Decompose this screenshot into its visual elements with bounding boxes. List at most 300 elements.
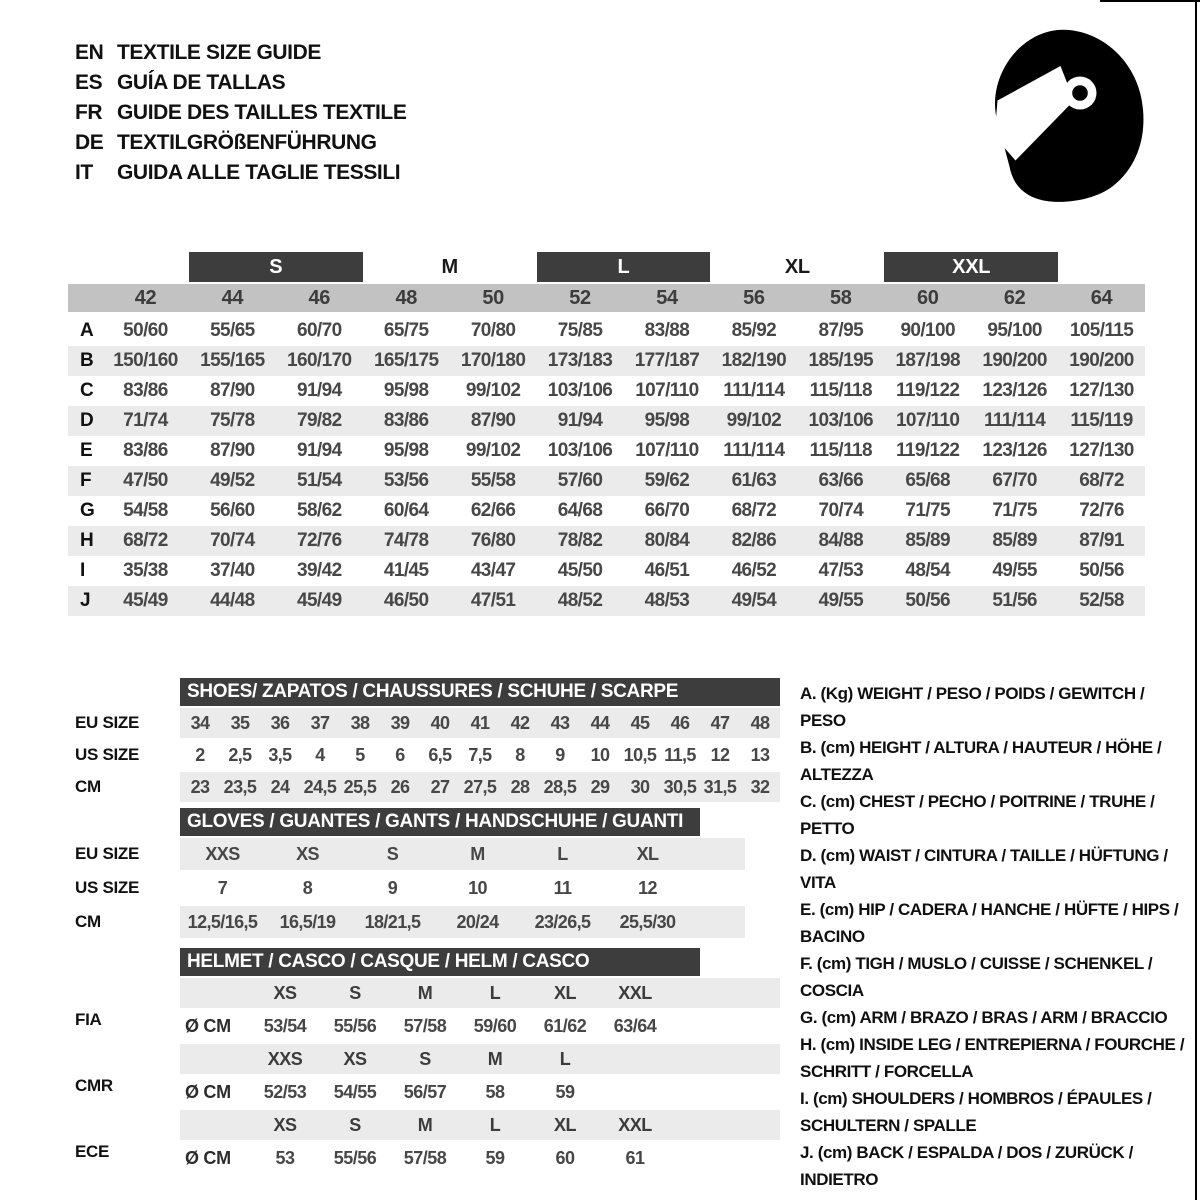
- helmet-size-cell: S: [349, 1115, 361, 1135]
- value-cell: 24: [270, 777, 290, 797]
- language-code: ES: [75, 71, 103, 94]
- value-cell: 38: [350, 713, 370, 733]
- size-cell: 37/40: [210, 560, 255, 581]
- value-cell: XXS: [205, 844, 240, 864]
- size-cell: 103/106: [547, 380, 613, 401]
- helmet-values: [180, 1010, 780, 1042]
- size-cell: 103/106: [547, 440, 613, 461]
- size-cell: 66/70: [644, 500, 690, 521]
- helmet-value-cell: 53: [275, 1148, 295, 1168]
- helmet-value-cell: 52/53: [263, 1082, 307, 1102]
- helmet-size-cell: XL: [553, 1115, 576, 1135]
- row-letter: B: [80, 350, 94, 371]
- size-cell: 111/114: [723, 440, 785, 461]
- value-cell: 27: [430, 777, 450, 797]
- size-cell: 70/74: [818, 500, 864, 521]
- size-cell: 111/114: [983, 410, 1046, 431]
- size-cell: 182/190: [721, 350, 787, 371]
- size-cell: 52/58: [1079, 590, 1124, 611]
- size-cell: 61/63: [731, 470, 777, 491]
- helmet-value-cell: 61/62: [543, 1016, 587, 1036]
- size-cell: 95/98: [383, 380, 429, 401]
- standard-label: ECE: [75, 1142, 110, 1161]
- helmet-size-cell: XXL: [618, 983, 652, 1003]
- size-cell: 45/50: [557, 560, 603, 581]
- helmet-value-cell: 59: [485, 1148, 505, 1168]
- helmet-value-cell: 58: [485, 1082, 505, 1102]
- helmet-size-cell: M: [417, 1115, 433, 1135]
- size-cell: 65/68: [905, 470, 950, 491]
- size-group-s: S: [189, 252, 363, 282]
- size-cell: 75/85: [557, 320, 603, 341]
- helmet-value-row: [75, 1076, 780, 1108]
- value-cell: 2,5: [228, 745, 252, 765]
- standard-label: FIA: [75, 1010, 102, 1029]
- size-cell: 67/70: [992, 470, 1037, 491]
- size-cell: 71/75: [905, 500, 950, 521]
- size-cell: 82/86: [731, 530, 777, 551]
- language-title: GUIDE DES TAILLES TEXTILE: [117, 101, 407, 124]
- gloves-values: [180, 906, 745, 938]
- size-cell: 83/86: [123, 440, 168, 461]
- size-cell: 90/100: [900, 320, 955, 341]
- measure-row-b: [68, 346, 1145, 376]
- value-cell: 48: [750, 713, 770, 733]
- size-cell: 119/122: [895, 380, 960, 401]
- helmet-size-cell: S: [419, 1049, 431, 1069]
- size-cell: 87/90: [210, 380, 255, 401]
- size-cell: 68/72: [1079, 470, 1124, 491]
- gloves-values: [180, 872, 745, 904]
- size-group-xxl: XXL: [884, 252, 1058, 282]
- value-cell: 8: [302, 878, 313, 898]
- legend-item: B. (cm) HEIGHT / ALTURA / HAUTEUR / HÖHE / ALTEZZA: [800, 738, 1162, 784]
- unit-label: Ø CM: [185, 1082, 231, 1102]
- size-cell: 46/52: [731, 560, 777, 581]
- size-cell: 107/110: [635, 380, 699, 401]
- size-cell: 85/89: [992, 530, 1037, 551]
- value-cell: 25,5/30: [619, 912, 676, 932]
- language-row: [75, 158, 406, 188]
- size-cell: 48/54: [905, 560, 950, 581]
- size-column-header: 64: [1090, 287, 1113, 309]
- size-cell: 39/42: [297, 560, 342, 581]
- value-cell: 27,5: [463, 777, 497, 797]
- helmet-value-cell: 60: [555, 1148, 575, 1168]
- measure-row-h: [68, 526, 1145, 556]
- language-code: EN: [75, 41, 104, 64]
- size-cell: 46/50: [383, 590, 429, 611]
- value-cell: 30,5: [663, 777, 697, 797]
- helmet-value-cell: 54/55: [333, 1082, 377, 1102]
- size-cell: 48/53: [644, 590, 690, 611]
- shoes-values: [180, 708, 780, 738]
- value-cell: 32: [750, 777, 770, 797]
- size-cell: 59/62: [644, 470, 690, 491]
- size-cell: 49/55: [818, 590, 864, 611]
- size-column-header: 48: [395, 287, 417, 309]
- value-cell: 39: [390, 713, 410, 733]
- legend-item: C. (cm) CHEST / PECHO / POITRINE / TRUHE / PETTO: [800, 792, 1155, 838]
- measure-row-e: [68, 436, 1145, 466]
- legend-item: E. (cm) HIP / CADERA / HANCHE / HÜFTE / HIPS / BACINO: [800, 900, 1179, 946]
- helmet-value-cell: 59: [555, 1082, 575, 1102]
- size-cell: 49/55: [992, 560, 1037, 581]
- helmet-value-cell: 55/56: [333, 1016, 377, 1036]
- value-cell: 42: [510, 713, 530, 733]
- size-cell: 150/160: [113, 350, 178, 371]
- size-cell: 58/62: [297, 500, 342, 521]
- legend-item: I. (cm) SHOULDERS / HOMBROS / ÉPAULES / SCHULTERN / SPALLE: [800, 1089, 1152, 1135]
- frame-line-top: [1100, 0, 1200, 2]
- value-cell: 23,5: [223, 777, 257, 797]
- value-cell: 41: [470, 713, 490, 733]
- racing-helmet-icon-svg: [975, 22, 1155, 212]
- value-cell: 25,5: [343, 777, 377, 797]
- row-label: EU SIZE: [75, 713, 140, 732]
- gloves-table-rows: [75, 838, 745, 938]
- size-cell: 49/54: [731, 590, 777, 611]
- size-cell: 173/183: [547, 350, 613, 371]
- value-cell: 13: [750, 745, 770, 765]
- value-cell: 10: [590, 745, 610, 765]
- helmet-value-cell: 59/60: [473, 1016, 517, 1036]
- row-letter: D: [80, 410, 94, 431]
- helmet-size-cell: M: [417, 983, 433, 1003]
- row-letter: H: [80, 530, 94, 551]
- size-column-header: 46: [308, 287, 330, 309]
- size-cell: 54/58: [123, 500, 168, 521]
- legend-item: A. (Kg) WEIGHT / PESO / POIDS / GEWITCH / PESO: [800, 684, 1145, 730]
- size-cell: 79/82: [297, 410, 342, 431]
- shoes-row: [75, 740, 780, 770]
- helmet-size-cell: XS: [273, 983, 297, 1003]
- size-group-bar-row: [68, 252, 1145, 282]
- size-cell: 115/119: [1070, 410, 1133, 431]
- size-cell: 46/51: [644, 560, 690, 581]
- size-cell: 45/49: [297, 590, 342, 611]
- language-row: [75, 38, 406, 68]
- value-cell: 44: [590, 713, 610, 733]
- size-cell: 155/165: [200, 350, 265, 371]
- helmet-size-header-row: [75, 978, 780, 1008]
- helmet-size-header-row: [75, 1110, 780, 1140]
- value-cell: 5: [355, 745, 365, 765]
- size-cell: 87/91: [1079, 530, 1124, 551]
- main-size-table: [68, 252, 1145, 616]
- size-cell: 41/45: [383, 560, 429, 581]
- gloves-values: [180, 838, 745, 870]
- helmet-table-rows: [75, 978, 780, 1174]
- helmet-size-header-row: [75, 1044, 780, 1074]
- size-cell: 83/86: [383, 410, 429, 431]
- language-title: GUÍA DE TALLAS: [117, 71, 286, 94]
- size-cell: 107/110: [895, 410, 960, 431]
- legend-item: D. (cm) WAIST / CINTURA / TAILLE / HÜFTUNG / VITA: [800, 846, 1168, 892]
- size-cell: 47/50: [123, 470, 168, 491]
- helmet-table-title: HELMET / CASCO / CASQUE / HELM / CASCO: [180, 948, 700, 976]
- size-cell: 177/187: [634, 350, 700, 371]
- value-cell: S: [386, 844, 399, 864]
- row-label: US SIZE: [75, 745, 140, 764]
- value-cell: 29: [590, 777, 610, 797]
- measure-row-d: [68, 406, 1145, 436]
- size-cell: 72/76: [1079, 500, 1124, 521]
- size-cell: 190/200: [1069, 350, 1134, 371]
- size-cell: 64/68: [557, 500, 603, 521]
- size-cell: 105/115: [1069, 320, 1134, 341]
- measure-row-g: [68, 496, 1145, 526]
- row-letter: F: [80, 470, 92, 491]
- size-cell: 187/198: [895, 350, 960, 371]
- value-cell: 2: [195, 745, 205, 765]
- helmet-size-headers: [180, 1044, 780, 1074]
- helmet-size-cell: L: [489, 983, 501, 1003]
- size-cell: 115/118: [809, 380, 872, 401]
- value-cell: 8: [515, 745, 525, 765]
- size-cell: 51/56: [992, 590, 1037, 611]
- row-label: US SIZE: [75, 878, 140, 897]
- size-cell: 47/53: [818, 560, 864, 581]
- size-cell: 99/102: [465, 380, 521, 401]
- size-column-header: 62: [1003, 287, 1026, 309]
- gloves-table-title: GLOVES / GUANTES / GANTS / HANDSCHUHE / GUANTI: [180, 808, 700, 836]
- measure-row-j: [68, 586, 1145, 616]
- helmet-value-cell: 56/57: [403, 1082, 447, 1102]
- size-cell: 190/200: [982, 350, 1047, 371]
- value-cell: 37: [310, 713, 330, 733]
- value-cell: 20/24: [456, 912, 499, 932]
- size-cell: 56/60: [210, 500, 255, 521]
- racing-helmet-icon: [975, 22, 1155, 212]
- value-cell: 12,5/16,5: [187, 912, 258, 932]
- helmet-size-cell: XS: [273, 1115, 297, 1135]
- unit-spacer: [180, 1044, 250, 1074]
- value-cell: M: [470, 844, 485, 864]
- row-letter: E: [80, 440, 93, 461]
- size-cell: 78/82: [557, 530, 603, 551]
- value-cell: 30: [630, 777, 650, 797]
- value-cell: XS: [296, 844, 319, 864]
- unit-label: Ø CM: [185, 1016, 231, 1036]
- unit-spacer: [180, 978, 250, 1008]
- row-letter: I: [80, 560, 86, 581]
- size-cell: 87/95: [818, 320, 864, 341]
- helmet-size-cell: L: [489, 1115, 501, 1135]
- size-cell: 95/98: [383, 440, 429, 461]
- helmet-value-cell: 61: [625, 1148, 645, 1168]
- helmet-table: [75, 948, 780, 1174]
- size-column-header: 54: [656, 287, 678, 309]
- size-cell: 83/86: [123, 380, 168, 401]
- size-cell: 123/126: [982, 380, 1047, 401]
- legend-item: J. (cm) BACK / ESPALDA / DOS / ZURÜCK / INDIETRO: [800, 1143, 1133, 1189]
- size-cell: 50/56: [1079, 560, 1124, 581]
- row-letter: G: [80, 500, 95, 521]
- language-title: TEXTILE SIZE GUIDE: [117, 41, 321, 64]
- row-letter: A: [80, 320, 94, 341]
- size-column-header: 50: [482, 287, 504, 309]
- shoes-values: [180, 740, 780, 770]
- shoes-table-rows: [75, 708, 780, 802]
- size-cell: 95/98: [644, 410, 690, 431]
- size-cell: 50/56: [905, 590, 950, 611]
- legend-item: H. (cm) INSIDE LEG / ENTREPIERNA / FOURCHE / SCHRITT / FORCELLA: [800, 1035, 1185, 1081]
- helmet-value-cell: 55/56: [333, 1148, 377, 1168]
- size-cell: 91/94: [557, 410, 603, 431]
- size-cell: 95/100: [987, 320, 1042, 341]
- language-code: DE: [75, 131, 104, 154]
- size-cell: 91/94: [297, 380, 342, 401]
- size-cell: 53/56: [383, 470, 429, 491]
- helmet-value-cell: 53/54: [263, 1016, 307, 1036]
- helmet-size-headers: [180, 978, 780, 1008]
- helmet-values: [180, 1142, 780, 1174]
- language-title: GUIDA ALLE TAGLIE TESSILI: [117, 161, 401, 184]
- unit-spacer: [180, 1110, 250, 1140]
- value-cell: 46: [670, 713, 690, 733]
- value-cell: 28,5: [543, 777, 577, 797]
- size-cell: 123/126: [982, 440, 1047, 461]
- value-cell: 34: [190, 713, 210, 733]
- gloves-table: [75, 808, 745, 938]
- helmet-value-cell: 63/64: [613, 1016, 657, 1036]
- size-cell: 165/175: [373, 350, 439, 371]
- size-cell: 68/72: [731, 500, 777, 521]
- measure-row-i: [68, 556, 1145, 586]
- row-label-spacer: [75, 1110, 180, 1140]
- helmet-size-cell: L: [559, 1049, 571, 1069]
- size-group-xl: XL: [784, 256, 810, 278]
- size-cell: 70/74: [210, 530, 255, 551]
- size-cell: 47/51: [470, 590, 516, 611]
- row-letter: C: [80, 380, 94, 401]
- size-cell: 87/90: [210, 440, 255, 461]
- size-cell: 57/60: [557, 470, 603, 491]
- helmet-size-cell: XXL: [618, 1115, 652, 1135]
- helmet-size-cell: M: [487, 1049, 503, 1069]
- main-table-body: [68, 316, 1145, 616]
- measure-row-f: [68, 466, 1145, 496]
- value-cell: 12: [638, 878, 657, 898]
- size-cell: 72/76: [297, 530, 342, 551]
- size-cell: 170/180: [460, 350, 526, 371]
- value-cell: 10,5: [623, 745, 657, 765]
- size-cell: 48/52: [557, 590, 603, 611]
- value-cell: 47: [710, 713, 730, 733]
- value-cell: 40: [430, 713, 450, 733]
- size-cell: 60/70: [297, 320, 342, 341]
- value-cell: 6,5: [428, 745, 452, 765]
- size-column-header: 44: [221, 287, 244, 309]
- helmet-value-cell: 57/58: [403, 1148, 447, 1168]
- size-cell: 60/64: [383, 500, 429, 521]
- size-cell: 80/84: [644, 530, 690, 551]
- language-code: FR: [75, 101, 103, 124]
- size-cell: 68/72: [123, 530, 168, 551]
- value-cell: 35: [230, 713, 250, 733]
- shoes-values: [180, 772, 780, 802]
- gloves-row: [75, 838, 745, 870]
- shoes-row: [75, 708, 780, 738]
- value-cell: 11,5: [664, 745, 696, 765]
- size-cell: 76/80: [470, 530, 516, 551]
- row-label: CM: [75, 777, 101, 796]
- value-cell: 26: [390, 777, 410, 797]
- size-column-band: [68, 284, 1145, 312]
- size-band-spacer: [68, 284, 102, 312]
- value-cell: 9: [387, 878, 398, 898]
- value-cell: 6: [395, 745, 405, 765]
- size-cell: 87/90: [470, 410, 516, 431]
- language-row: [75, 98, 406, 128]
- value-cell: 23: [190, 777, 210, 797]
- row-label: EU SIZE: [75, 844, 140, 863]
- measurement-legend: [800, 680, 1192, 1193]
- value-cell: 43: [550, 713, 570, 733]
- size-cell: 160/170: [287, 350, 352, 371]
- language-title: TEXTILGRÖßENFÜHRUNG: [117, 131, 377, 154]
- helmet-size-cell: XL: [553, 983, 576, 1003]
- size-cell: 115/118: [809, 440, 872, 461]
- value-cell: 10: [468, 878, 487, 898]
- size-cell: 91/94: [297, 440, 342, 461]
- helmet-size-cell: XXS: [267, 1049, 303, 1069]
- helmet-size-cell: S: [349, 983, 361, 1003]
- size-column-header: 58: [830, 287, 852, 309]
- size-cell: 43/47: [470, 560, 516, 581]
- size-cell: 50/60: [123, 320, 168, 341]
- value-cell: 7,5: [468, 745, 492, 765]
- value-cell: 16,5/19: [279, 912, 336, 932]
- value-cell: 9: [555, 745, 565, 765]
- size-cell: 71/75: [992, 500, 1037, 521]
- size-cell: 83/88: [644, 320, 690, 341]
- gloves-row: [75, 906, 745, 938]
- language-header: [75, 38, 406, 188]
- measure-row-a: [68, 316, 1145, 346]
- value-cell: 31,5: [703, 777, 737, 797]
- shoes-table: [75, 678, 780, 802]
- shoes-table-title: SHOES/ ZAPATOS / CHAUSSURES / SCHUHE / SCARPE: [180, 678, 780, 706]
- row-label: CM: [75, 912, 101, 931]
- row-label-spacer: [75, 1044, 180, 1074]
- size-cell: 119/122: [895, 440, 960, 461]
- helmet-size-headers: [180, 1110, 780, 1140]
- size-cell: 63/66: [818, 470, 864, 491]
- row-letter: J: [80, 590, 91, 611]
- shoes-row: [75, 772, 780, 802]
- language-row: [75, 128, 406, 158]
- standard-label: CMR: [75, 1076, 113, 1095]
- size-column-header: 60: [916, 287, 939, 309]
- size-group-l: L: [537, 252, 711, 282]
- helmet-value-cell: 57/58: [403, 1016, 447, 1036]
- size-cell: 74/78: [383, 530, 429, 551]
- size-cell: 84/88: [818, 530, 864, 551]
- value-cell: L: [557, 844, 568, 864]
- size-cell: 44/48: [210, 590, 255, 611]
- value-cell: 3,5: [268, 745, 292, 765]
- row-label-spacer: [75, 978, 180, 1008]
- size-cell: 111/114: [723, 380, 785, 401]
- helmet-size-cell: XS: [343, 1049, 367, 1069]
- value-cell: 12: [710, 745, 730, 765]
- helmet-value-row: [75, 1010, 780, 1042]
- legend-item: G. (cm) ARM / BRAZO / BRAS / ARM / BRACCIO: [800, 1008, 1168, 1027]
- size-cell: 107/110: [635, 440, 699, 461]
- measure-row-c: [68, 376, 1145, 406]
